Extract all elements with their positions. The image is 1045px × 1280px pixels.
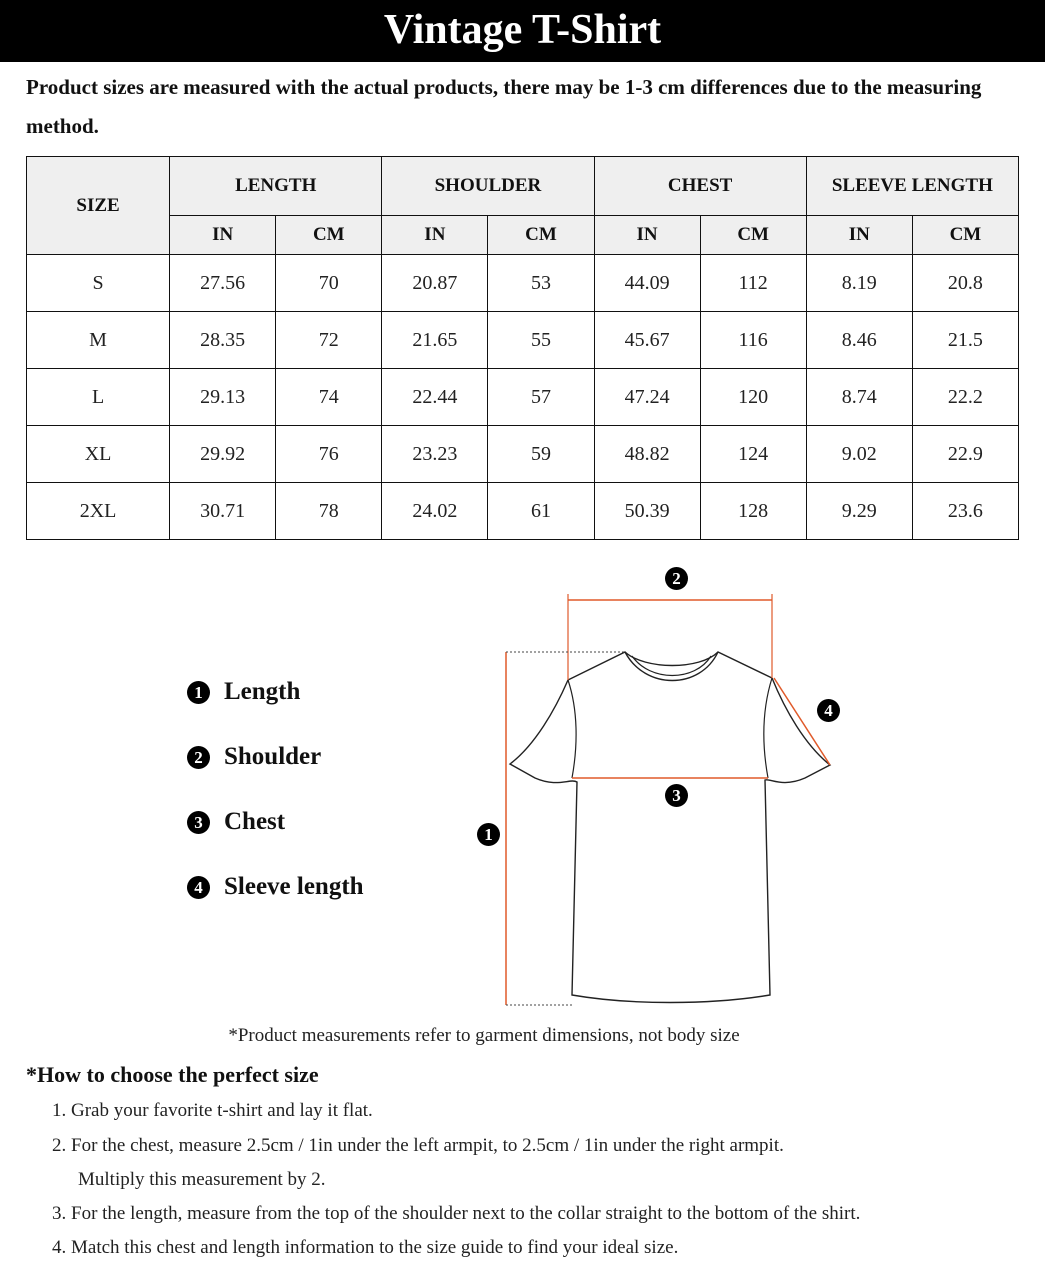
table-cell: 9.02 [806,426,912,483]
unit-header: IN [382,216,488,255]
intro-text: Product sizes are measured with the actual products, there may be 1-3 cm differences due to the measuring method. [26,75,982,138]
page-title: Vintage T-Shirt [383,7,662,53]
table-cell: 23.23 [382,426,488,483]
sleeve-marker-icon: 4 [817,699,840,722]
size-cell: M [27,312,170,369]
legend-label: Chest [224,808,286,835]
legend-label: Shoulder [224,743,322,770]
howto-step-continuation: Multiply this measurement by 2. [78,1169,326,1190]
table-cell: 22.44 [382,369,488,426]
table-cell: 27.56 [170,255,276,312]
table-cell: 48.82 [594,426,700,483]
table-cell: 124 [700,426,806,483]
legend-item-sleeve-length [187,867,447,907]
table-cell: 76 [276,426,382,483]
unit-header: IN [170,216,276,255]
title-bar [0,0,1045,62]
table-cell: 116 [700,312,806,369]
unit-header: CM [488,216,594,255]
table-cell: 8.46 [806,312,912,369]
table-cell: 47.24 [594,369,700,426]
unit-header: CM [700,216,806,255]
legend-item-shoulder [187,737,447,777]
table-cell: 53 [488,255,594,312]
table-cell: 61 [488,483,594,540]
length-header: LENGTH [170,157,382,216]
unit-header: IN [806,216,912,255]
table-row [27,255,1019,312]
table-cell: 45.67 [594,312,700,369]
legend-label: Length [224,678,301,705]
table-cell: 22.2 [912,369,1018,426]
number-1-icon: 1 [187,681,210,704]
unit-header: CM [276,216,382,255]
chest-marker-icon: 3 [665,784,688,807]
table-row [27,312,1019,369]
sleeve-length-header: SLEEVE LENGTH [806,157,1018,216]
chest-header: CHEST [594,157,806,216]
table-cell: 20.8 [912,255,1018,312]
shoulder-marker-icon: 2 [665,567,688,590]
table-cell: 22.9 [912,426,1018,483]
table-cell: 24.02 [382,483,488,540]
table-cell: 72 [276,312,382,369]
howto-step: 3. For the length, measure from the top of the shoulder next to the collar straight to the bottom of the shirt. [52,1203,861,1224]
size-cell: L [27,369,170,426]
number-3-icon: 3 [187,811,210,834]
table-cell: 8.74 [806,369,912,426]
tshirt-diagram [460,560,880,1020]
measurement-note: *Product measurements refer to garment dimensions, not body size [228,1025,740,1046]
table-cell: 128 [700,483,806,540]
table-cell: 59 [488,426,594,483]
size-table [26,156,1019,540]
legend-item-length [187,672,447,712]
table-cell: 28.35 [170,312,276,369]
size-cell: S [27,255,170,312]
legend-item-chest [187,802,447,842]
howto-step: 2. For the chest, measure 2.5cm / 1in under the left armpit, to 2.5cm / 1in under the right armpit. [52,1135,784,1156]
shoulder-header: SHOULDER [382,157,594,216]
table-cell: 29.13 [170,369,276,426]
table-cell: 21.5 [912,312,1018,369]
table-row [27,426,1019,483]
howto-step: 4. Match this chest and length information to the size guide to find your ideal size. [52,1237,679,1258]
unit-header: CM [912,216,1018,255]
table-cell: 20.87 [382,255,488,312]
table-cell: 70 [276,255,382,312]
number-4-icon: 4 [187,876,210,899]
table-cell: 57 [488,369,594,426]
table-cell: 29.92 [170,426,276,483]
table-cell: 30.71 [170,483,276,540]
table-cell: 8.19 [806,255,912,312]
howto-step: 1. Grab your favorite t-shirt and lay it flat. [52,1100,373,1121]
table-cell: 44.09 [594,255,700,312]
size-cell: 2XL [27,483,170,540]
legend-label: Sleeve length [224,873,364,900]
unit-header: IN [594,216,700,255]
table-cell: 21.65 [382,312,488,369]
length-marker-icon: 1 [477,823,500,846]
howto-title: *How to choose the perfect size [26,1062,319,1087]
table-cell: 50.39 [594,483,700,540]
table-cell: 78 [276,483,382,540]
table-cell: 9.29 [806,483,912,540]
table-cell: 23.6 [912,483,1018,540]
table-cell: 74 [276,369,382,426]
table-cell: 112 [700,255,806,312]
number-2-icon: 2 [187,746,210,769]
table-row [27,483,1019,540]
size-header: SIZE [27,157,170,255]
table-cell: 55 [488,312,594,369]
table-row [27,369,1019,426]
size-cell: XL [27,426,170,483]
table-cell: 120 [700,369,806,426]
